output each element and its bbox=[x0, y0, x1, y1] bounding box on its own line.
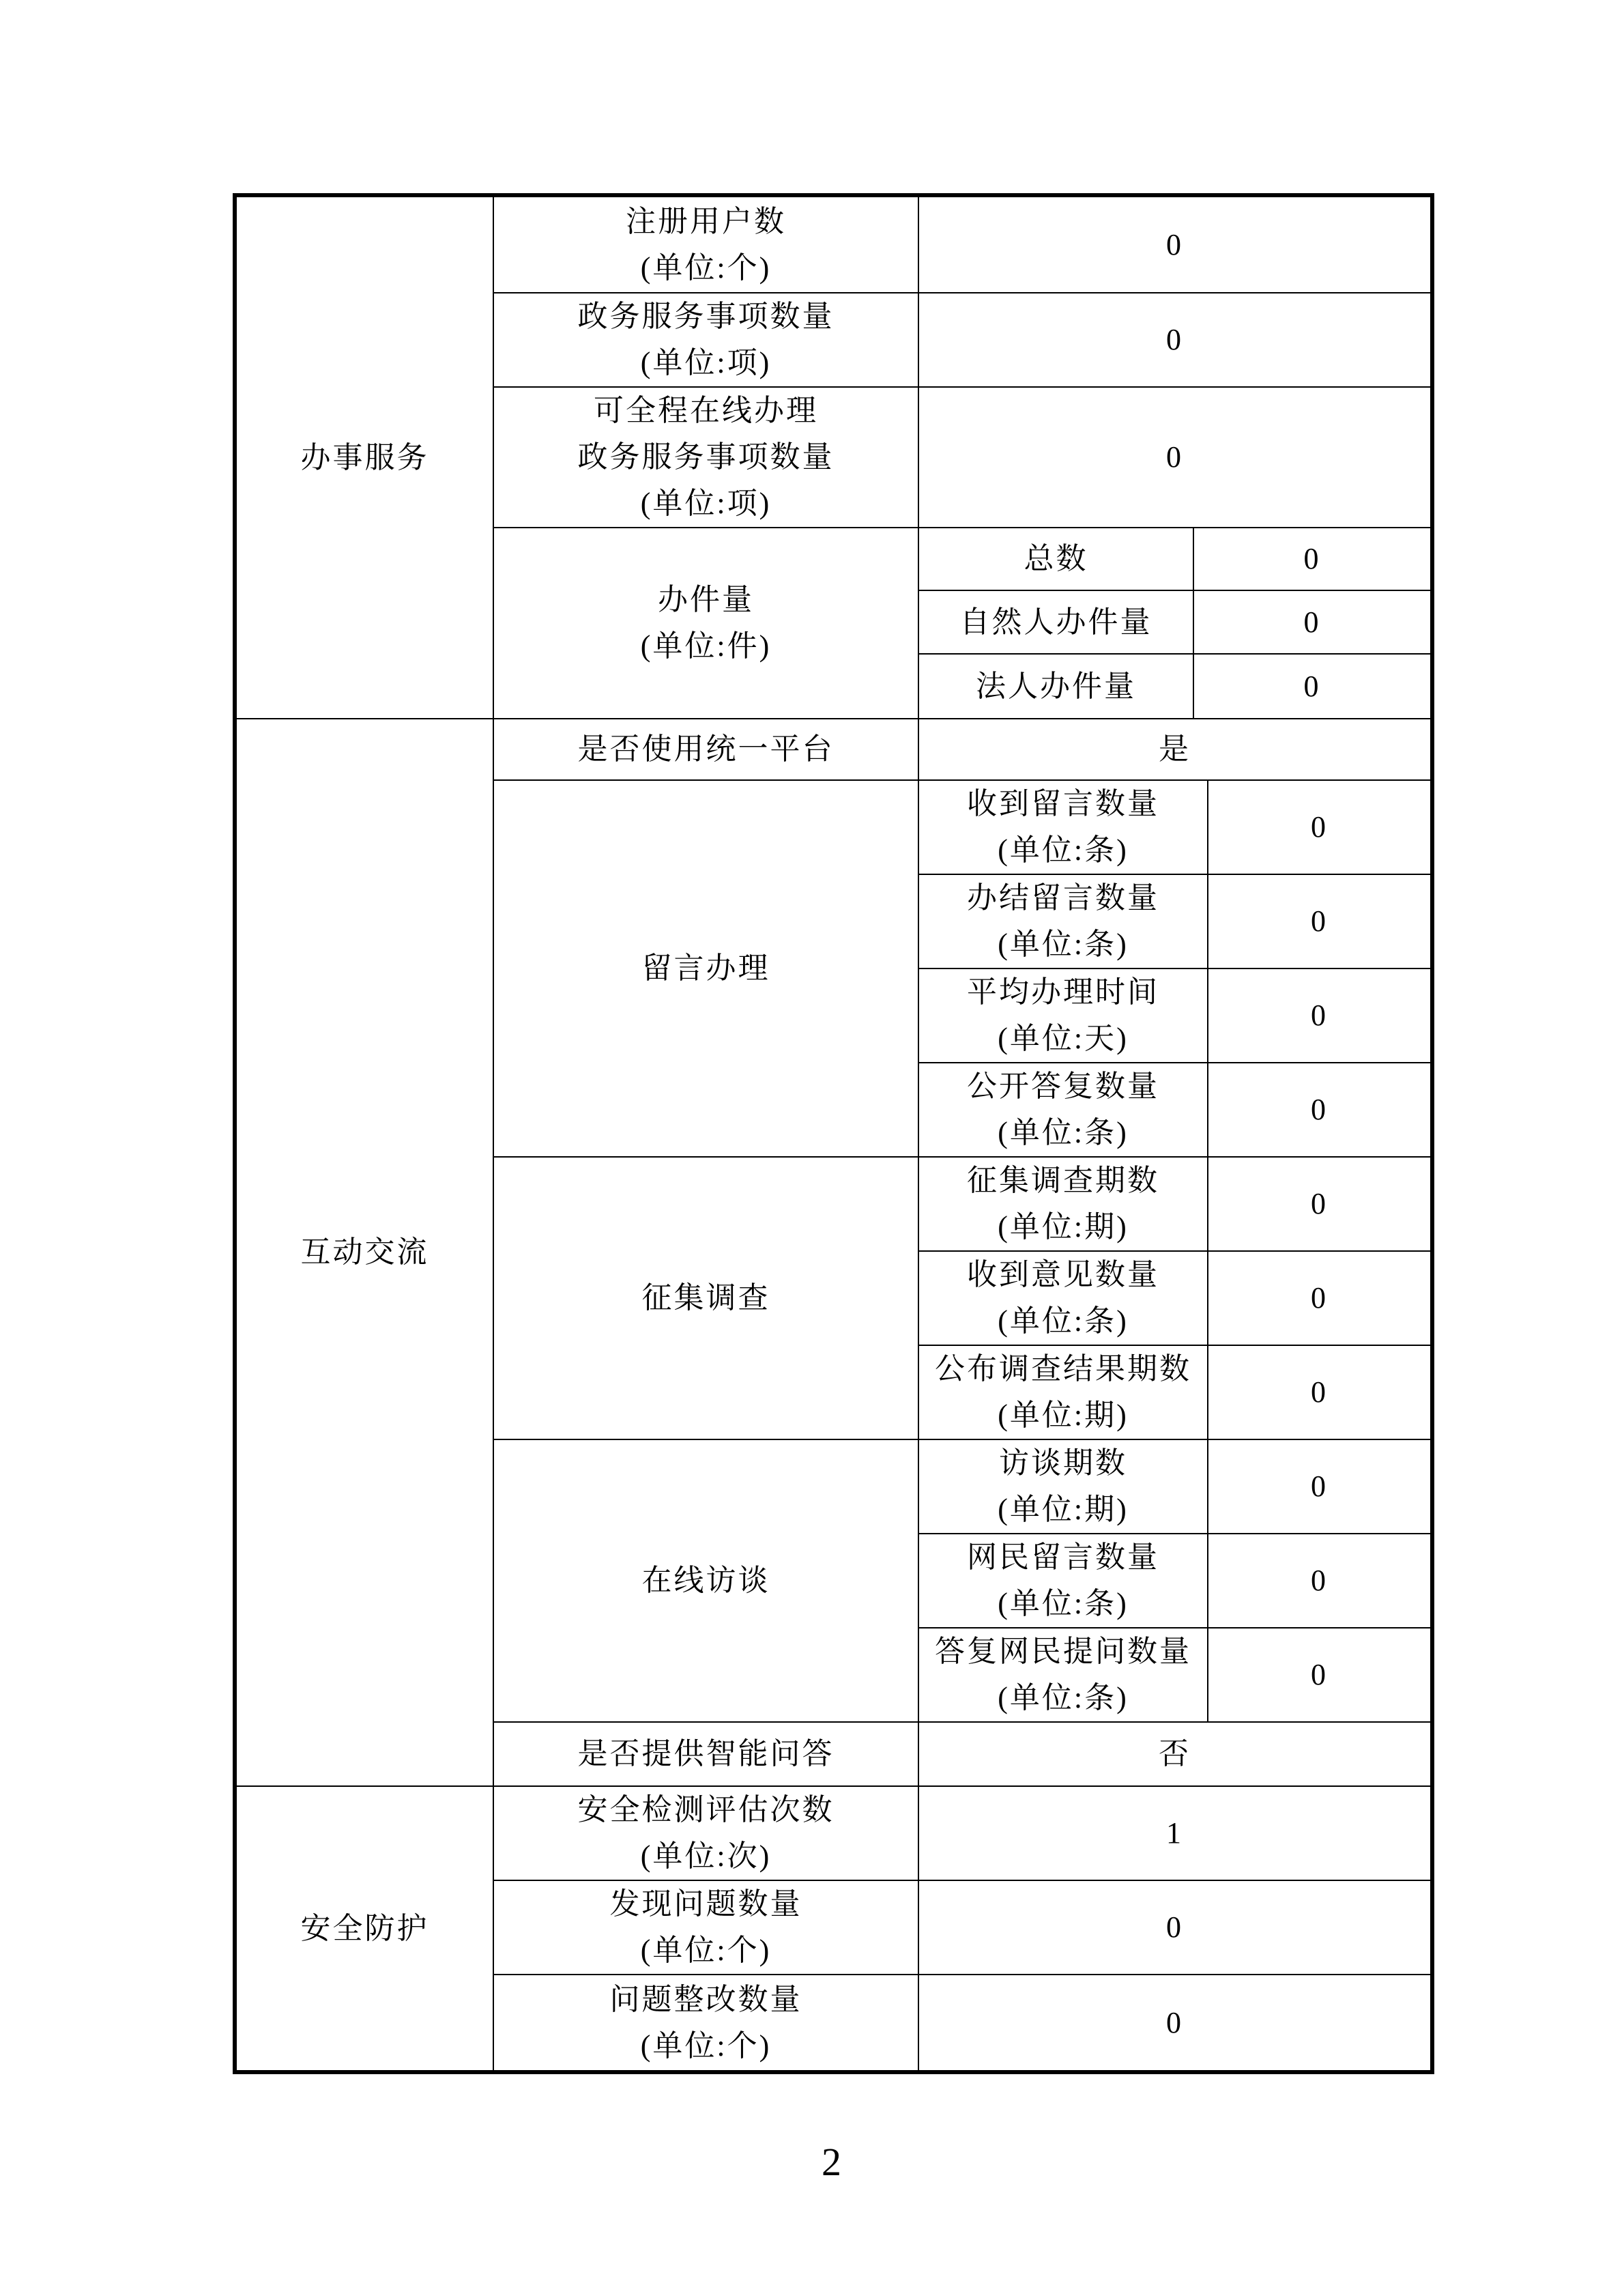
item-label: 安全检测评估次数 bbox=[577, 1793, 835, 1826]
sub-value-cell: 0 bbox=[1208, 1439, 1432, 1534]
sub-label: 公布调查结果期数 bbox=[935, 1352, 1191, 1386]
category-cell bbox=[235, 195, 493, 719]
item-label: 是否使用统一平台 bbox=[577, 732, 835, 766]
sub-unit: (单位:条) bbox=[998, 1304, 1129, 1338]
item-cell bbox=[493, 1722, 918, 1786]
item-cell bbox=[493, 780, 918, 1157]
sub-label-cell bbox=[918, 1063, 1208, 1157]
sub-value-cell: 0 bbox=[1208, 1063, 1432, 1157]
item-unit: (单位:项) bbox=[640, 487, 772, 520]
item-cell bbox=[493, 1975, 918, 2072]
sub-value-cell: 0 bbox=[1208, 1345, 1432, 1439]
sub-unit: (单位:期) bbox=[998, 1210, 1129, 1244]
item-cell bbox=[493, 1439, 918, 1722]
value-cell: 1 bbox=[918, 1786, 1432, 1880]
sub-unit: (单位:条) bbox=[998, 928, 1129, 961]
sub-label: 自然人办件量 bbox=[959, 605, 1152, 639]
value-cell: 0 bbox=[918, 195, 1432, 293]
category-cell bbox=[235, 1786, 493, 2072]
sub-label: 办结留言数量 bbox=[967, 881, 1159, 915]
sub-label: 征集调查期数 bbox=[967, 1164, 1159, 1197]
item-label: 办件量 bbox=[658, 583, 754, 616]
value-cell: 0 bbox=[918, 1880, 1432, 1975]
sub-value-cell: 0 bbox=[1208, 968, 1432, 1063]
sub-label: 平均办理时间 bbox=[967, 975, 1159, 1009]
sub-label-cell bbox=[918, 1345, 1208, 1439]
page-number: 2 bbox=[822, 2140, 841, 2184]
sub-value-cell: 0 bbox=[1208, 780, 1432, 874]
sub-unit: (单位:条) bbox=[998, 1681, 1129, 1714]
sub-unit: (单位:条) bbox=[998, 1116, 1129, 1149]
item-label: 发现问题数量 bbox=[609, 1887, 802, 1921]
sub-value-cell: 0 bbox=[1193, 654, 1432, 719]
item-cell bbox=[493, 1157, 918, 1439]
sub-unit: (单位:条) bbox=[998, 833, 1129, 867]
sub-value-cell: 0 bbox=[1208, 1157, 1432, 1251]
item-unit: (单位:次) bbox=[640, 1839, 772, 1873]
sub-value-cell: 0 bbox=[1208, 1534, 1432, 1628]
sub-label-cell bbox=[918, 1439, 1208, 1534]
sub-label-cell bbox=[918, 1157, 1208, 1251]
sub-label: 收到意见数量 bbox=[967, 1258, 1159, 1291]
value-cell: 是 bbox=[918, 719, 1432, 780]
sub-label-cell bbox=[918, 528, 1193, 590]
sub-label: 答复网民提问数量 bbox=[935, 1635, 1191, 1668]
sub-value-cell: 0 bbox=[1193, 590, 1432, 654]
value-cell: 0 bbox=[918, 1975, 1432, 2072]
item-unit: (单位:项) bbox=[640, 346, 772, 379]
item-label: 问题整改数量 bbox=[609, 1982, 802, 2016]
sub-label: 公开答复数量 bbox=[967, 1070, 1159, 1103]
item-cell bbox=[493, 293, 918, 387]
value-cell: 0 bbox=[918, 387, 1432, 528]
sub-value-cell: 0 bbox=[1208, 1251, 1432, 1345]
item-label: 是否提供智能问答 bbox=[577, 1737, 835, 1770]
sub-label-cell bbox=[918, 780, 1208, 874]
category-label: 互动交流 bbox=[300, 1235, 429, 1269]
category-cell bbox=[235, 719, 493, 1786]
value-cell: 0 bbox=[918, 293, 1432, 387]
item-label: 征集调查 bbox=[641, 1281, 770, 1315]
item-label: 政务服务事项数量 bbox=[577, 440, 835, 474]
item-label: 在线访谈 bbox=[641, 1564, 770, 1597]
value-cell: 否 bbox=[918, 1722, 1432, 1786]
category-label: 办事服务 bbox=[300, 440, 429, 474]
sub-label: 总数 bbox=[1024, 542, 1088, 575]
report-table bbox=[233, 193, 1434, 2074]
item-cell bbox=[493, 387, 918, 528]
sub-label-cell bbox=[918, 968, 1208, 1063]
item-cell bbox=[493, 195, 918, 293]
item-unit: (单位:个) bbox=[640, 250, 772, 285]
sub-label-cell bbox=[918, 874, 1208, 968]
sub-value-cell: 0 bbox=[1193, 528, 1432, 590]
sub-label: 法人办件量 bbox=[976, 669, 1136, 703]
item-cell bbox=[493, 1786, 918, 1880]
item-label: 注册用户数 bbox=[626, 204, 786, 238]
item-cell bbox=[493, 719, 918, 780]
sub-label-cell bbox=[918, 590, 1193, 654]
sub-unit: (单位:天) bbox=[998, 1022, 1129, 1055]
sub-value-cell: 0 bbox=[1208, 1628, 1432, 1722]
item-label: 可全程在线办理 bbox=[594, 394, 818, 427]
item-label: 政务服务事项数量 bbox=[577, 300, 835, 333]
sub-label: 访谈期数 bbox=[999, 1446, 1127, 1480]
item-unit: (单位:个) bbox=[640, 1934, 772, 1967]
item-cell bbox=[493, 528, 918, 719]
item-unit: (单位:件) bbox=[640, 629, 772, 663]
sub-unit: (单位:期) bbox=[998, 1493, 1129, 1526]
sub-unit: (单位:期) bbox=[998, 1398, 1129, 1432]
sub-label: 网民留言数量 bbox=[967, 1540, 1159, 1574]
item-label: 留言办理 bbox=[641, 951, 770, 985]
sub-label-cell bbox=[918, 654, 1193, 719]
sub-value-cell: 0 bbox=[1208, 874, 1432, 968]
sub-unit: (单位:条) bbox=[998, 1587, 1129, 1620]
category-label: 安全防护 bbox=[300, 1911, 429, 1945]
sub-label-cell bbox=[918, 1628, 1208, 1722]
sub-label-cell bbox=[918, 1534, 1208, 1628]
item-unit: (单位:个) bbox=[640, 2028, 772, 2063]
sub-label: 收到留言数量 bbox=[967, 787, 1159, 820]
sub-label-cell bbox=[918, 1251, 1208, 1345]
item-cell bbox=[493, 1880, 918, 1975]
